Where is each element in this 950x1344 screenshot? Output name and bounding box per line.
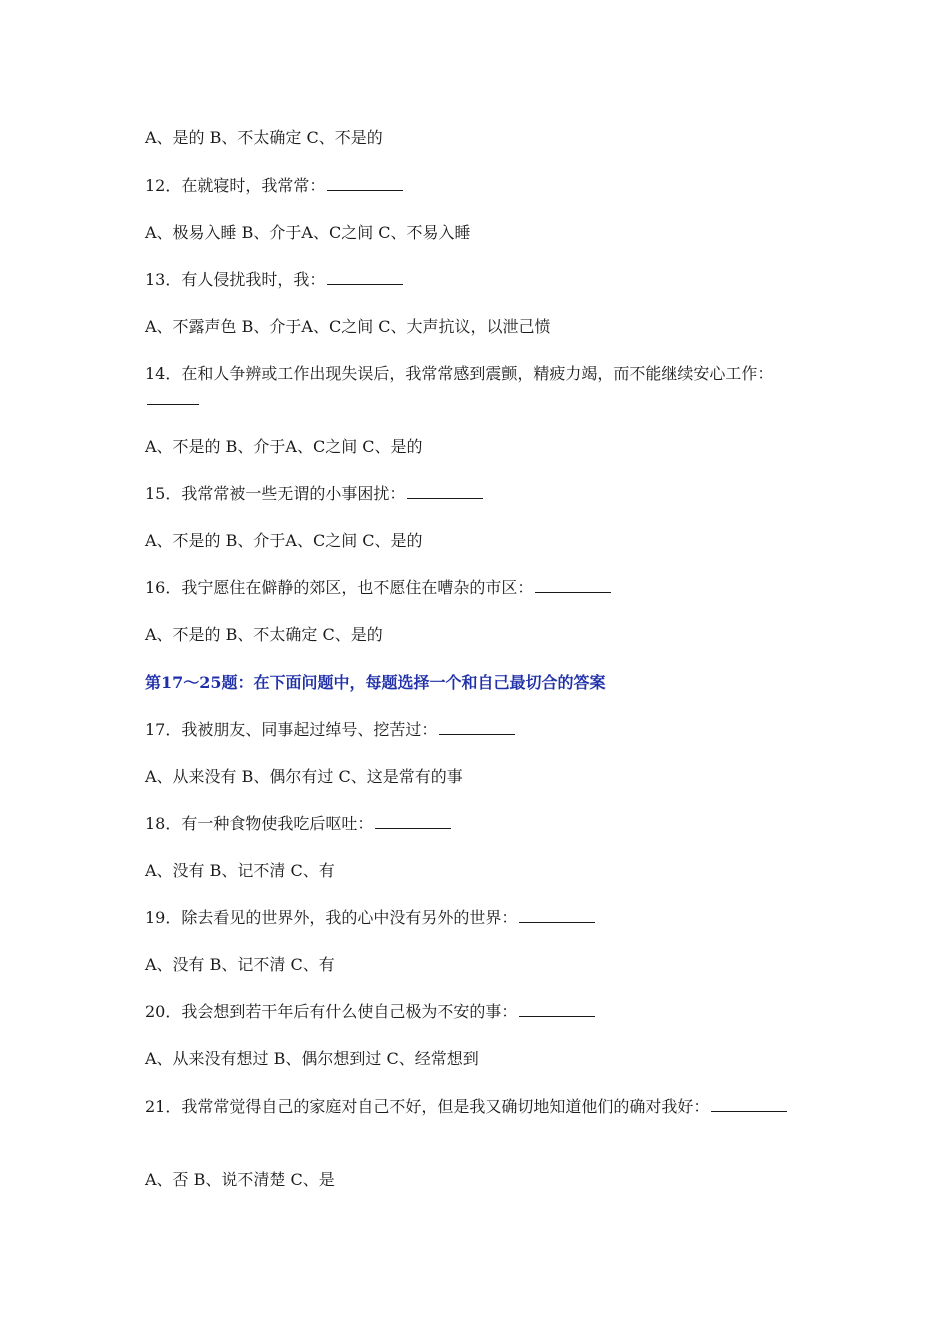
question-19 [145,905,595,931]
option-line-13: A、不露声色 B、介于A、C之间 C、大声抗议，以泄己愤 [145,317,551,336]
question-12 [145,173,403,199]
question-15 [145,481,483,507]
question-text: 17．我被朋友、同事起过绰号、挖苦过： [145,720,438,739]
question-text: 16．我宁愿住在僻静的郊区，也不愿住在嘈杂的市区： [145,578,534,597]
answer-blank[interactable] [519,908,595,923]
answer-blank[interactable] [711,1097,787,1112]
answer-blank[interactable] [439,720,515,735]
question-16 [145,575,611,601]
question-13 [145,267,403,293]
question-17 [145,717,515,743]
option-line-12: A、极易入睡 B、介于A、C之间 C、不易入睡 [145,223,471,242]
option-line-17: A、从来没有 B、偶尔有过 C、这是常有的事 [145,767,463,786]
question-text: 19．除去看见的世界外，我的心中没有另外的世界： [145,908,518,927]
question-text: 13．有人侵扰我时，我： [145,270,326,289]
question-18 [145,811,451,837]
option-line-19: A、没有 B、记不清 C、有 [145,955,335,974]
question-text: 20．我会想到若干年后有什么使自己极为不安的事： [145,1002,518,1021]
section-heading: 第17～25题：在下面问题中，每题选择一个和自己最切合的答案 [145,673,606,692]
question-text: 18．有一种食物使我吃后呕吐： [145,814,374,833]
question-text: 21．我常常觉得自己的家庭对自己不好，但是我又确切地知道他们的确对我好： [145,1097,710,1116]
question-14 [145,361,817,413]
answer-blank[interactable] [147,390,199,405]
question-21 [145,1094,817,1120]
answer-blank[interactable] [375,814,451,829]
question-text: 12．在就寝时，我常常： [145,176,326,195]
answer-blank[interactable] [535,578,611,593]
question-text: 14．在和人争辨或工作出现失误后，我常常感到震颤，精疲力竭，而不能继续安心工作： [145,364,774,383]
option-line-16: A、不是的 B、不太确定 C、是的 [145,625,383,644]
answer-blank[interactable] [327,176,403,191]
option-line-15: A、不是的 B、介于A、C之间 C、是的 [145,531,423,550]
answer-blank[interactable] [519,1002,595,1017]
option-line-21: A、否 B、说不清楚 C、是 [145,1170,335,1189]
question-20 [145,999,595,1025]
answer-blank[interactable] [327,270,403,285]
option-line-20: A、从来没有想过 B、偶尔想到过 C、经常想到 [145,1049,479,1068]
option-line-18: A、没有 B、记不清 C、有 [145,861,335,880]
option-line-11: A、是的 B、不太确定 C、不是的 [145,128,383,147]
answer-blank[interactable] [407,484,483,499]
option-line-14: A、不是的 B、介于A、C之间 C、是的 [145,437,423,456]
question-text: 15．我常常被一些无谓的小事困扰： [145,484,406,503]
